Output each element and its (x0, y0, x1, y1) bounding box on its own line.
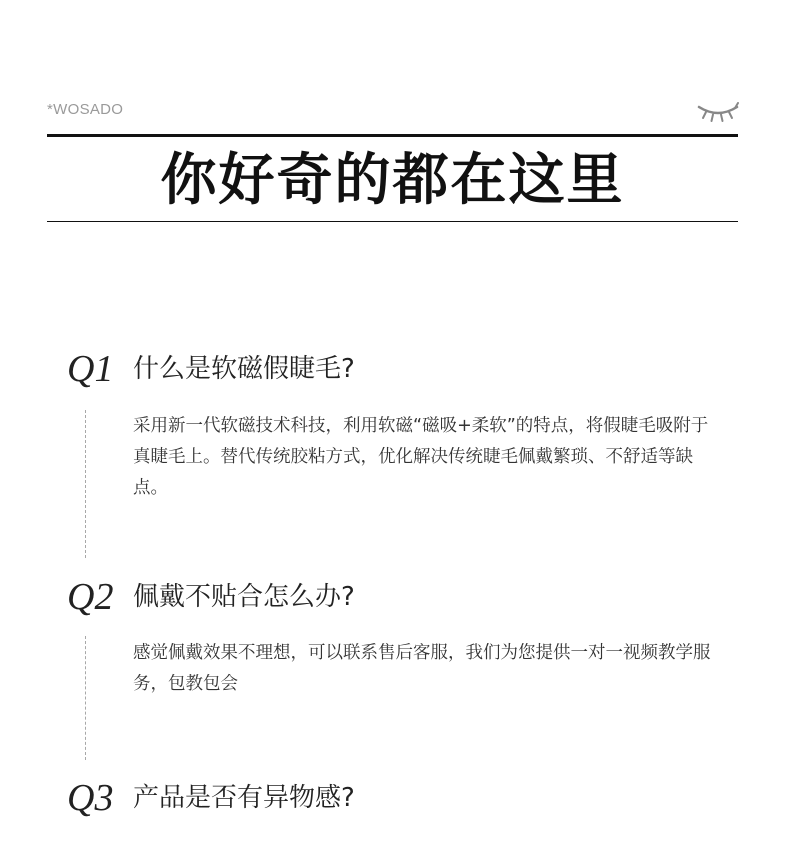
page-title: 你好奇的都在这里 (160, 147, 625, 213)
faq-1-number: Q1 (67, 348, 114, 390)
faq-3-question: 产品是否有异物感? (133, 783, 355, 813)
closed-eye-icon (697, 101, 739, 123)
faq-2-answer: 感觉佩戴效果不理想，可以联系售后客服，我们为您提供一对一视频教学服务，包教包会 (133, 643, 711, 694)
brand-logo-text: *WOSADO (47, 101, 124, 118)
faq-3-number: Q3 (67, 777, 114, 819)
faq-1-answer: 采用新一代软磁技术科技，利用软磁“磁吸+柔软”的特点，将假睫毛吸附于真睫毛上。替代传统胶粘方式，优化解决传统睫毛佩戴繁琐、不舒适等缺点。 (133, 416, 709, 498)
faq-1-dashed-line (85, 410, 86, 558)
faq-1-question: 什么是软磁假睫毛? (133, 354, 355, 384)
faq-2-number: Q2 (67, 576, 114, 618)
faq-2-dashed-line (85, 636, 86, 760)
faq-2-question: 佩戴不贴合怎么办? (133, 582, 355, 612)
header-bottom-rule (47, 221, 738, 222)
header-top-rule (47, 134, 738, 137)
